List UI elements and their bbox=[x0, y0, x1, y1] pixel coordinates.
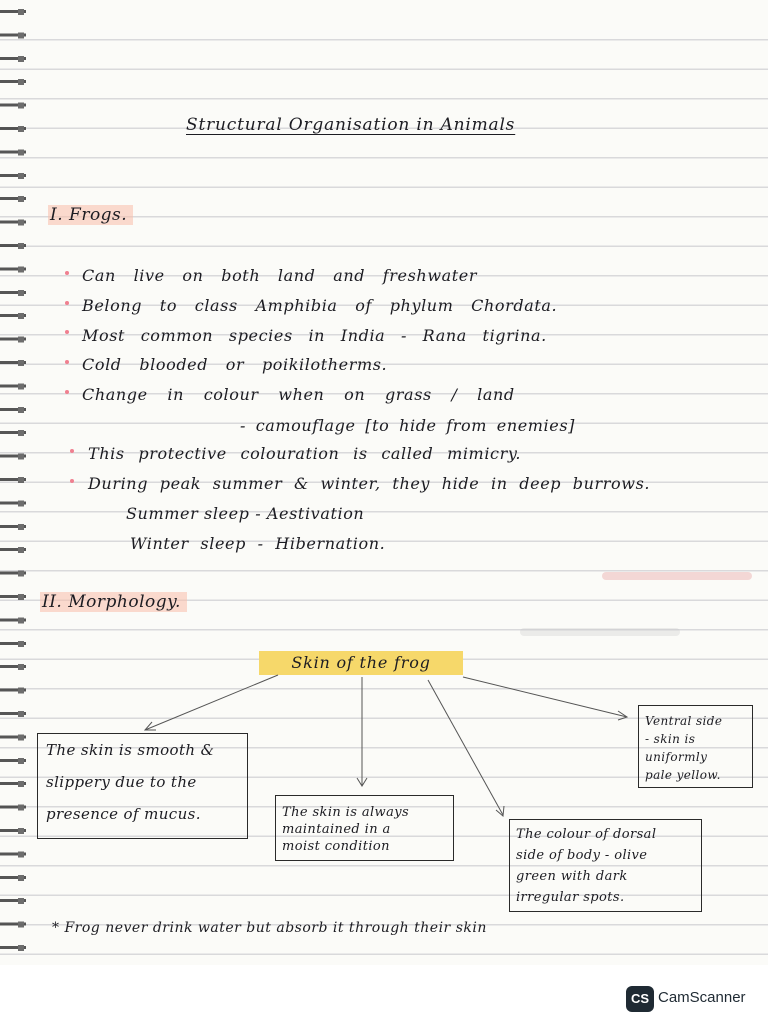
summer-sleep-line: Summer sleep - Aestivation bbox=[126, 504, 365, 523]
bullet-dot bbox=[65, 301, 69, 305]
section-heading-frogs: I. Frogs. bbox=[48, 205, 133, 225]
box-line: irregular spots. bbox=[516, 890, 625, 905]
box-line: The skin is smooth & bbox=[46, 741, 215, 759]
box-line: side of body - olive bbox=[516, 848, 648, 863]
bullet-item: This protective colouration is called mimicry. bbox=[88, 444, 522, 463]
box-line: presence of mucus. bbox=[46, 805, 201, 823]
page-title: Structural Organisation in Animals bbox=[186, 115, 516, 135]
bullet-item: Can live on both land and freshwater bbox=[82, 266, 478, 285]
box-line: slippery due to the bbox=[46, 773, 197, 791]
camscanner-logo-icon: CS bbox=[626, 986, 654, 1012]
spiral-binding bbox=[0, 0, 26, 965]
camscanner-brand: CamScanner bbox=[658, 989, 746, 1006]
bullet-dot bbox=[65, 271, 69, 275]
box-line: moist condition bbox=[282, 839, 390, 854]
diagram-box-smooth-skin bbox=[37, 733, 248, 839]
box-line: maintained in a bbox=[282, 822, 391, 837]
diagram-box-ventral-side bbox=[638, 705, 753, 788]
bullet-dot bbox=[65, 360, 69, 364]
bullet-item: Belong to class Amphibia of phylum Chordata. bbox=[82, 296, 558, 315]
winter-sleep-line: Winter sleep - Hibernation. bbox=[130, 534, 386, 553]
box-line: - skin is bbox=[645, 732, 696, 746]
box-line: Ventral side bbox=[645, 714, 723, 728]
box-line: green with dark bbox=[516, 869, 628, 884]
bleed-through-mark bbox=[602, 572, 752, 580]
bullet-dot bbox=[65, 330, 69, 334]
bullet-item: Most common species in India - Rana tigrina. bbox=[82, 326, 547, 345]
diagram-box-moist-skin bbox=[275, 795, 454, 861]
bullet-dot bbox=[70, 449, 74, 453]
section-heading-morphology: II. Morphology. bbox=[40, 592, 187, 612]
diagram-box-dorsal-colour bbox=[509, 819, 702, 912]
box-line: pale yellow. bbox=[645, 768, 721, 782]
footer-note: * Frog never drink water but absorb it through their skin bbox=[52, 920, 487, 936]
camouflage-note: - camouflage [to hide from enemies] bbox=[240, 416, 575, 435]
diagram-root-skin-of-frog: Skin of the frog bbox=[259, 651, 463, 675]
bullet-dot bbox=[70, 479, 74, 483]
box-line: The skin is always bbox=[282, 805, 410, 820]
bullet-item: During peak summer & winter, they hide in deep burrows. bbox=[88, 474, 651, 493]
bullet-item: Cold blooded or poikilotherms. bbox=[82, 355, 388, 374]
box-line: uniformly bbox=[645, 750, 708, 764]
bleed-through-mark bbox=[520, 628, 680, 636]
bullet-item: Change in colour when on grass / land bbox=[82, 385, 515, 404]
box-line: The colour of dorsal bbox=[516, 827, 657, 842]
bullet-dot bbox=[65, 390, 69, 394]
